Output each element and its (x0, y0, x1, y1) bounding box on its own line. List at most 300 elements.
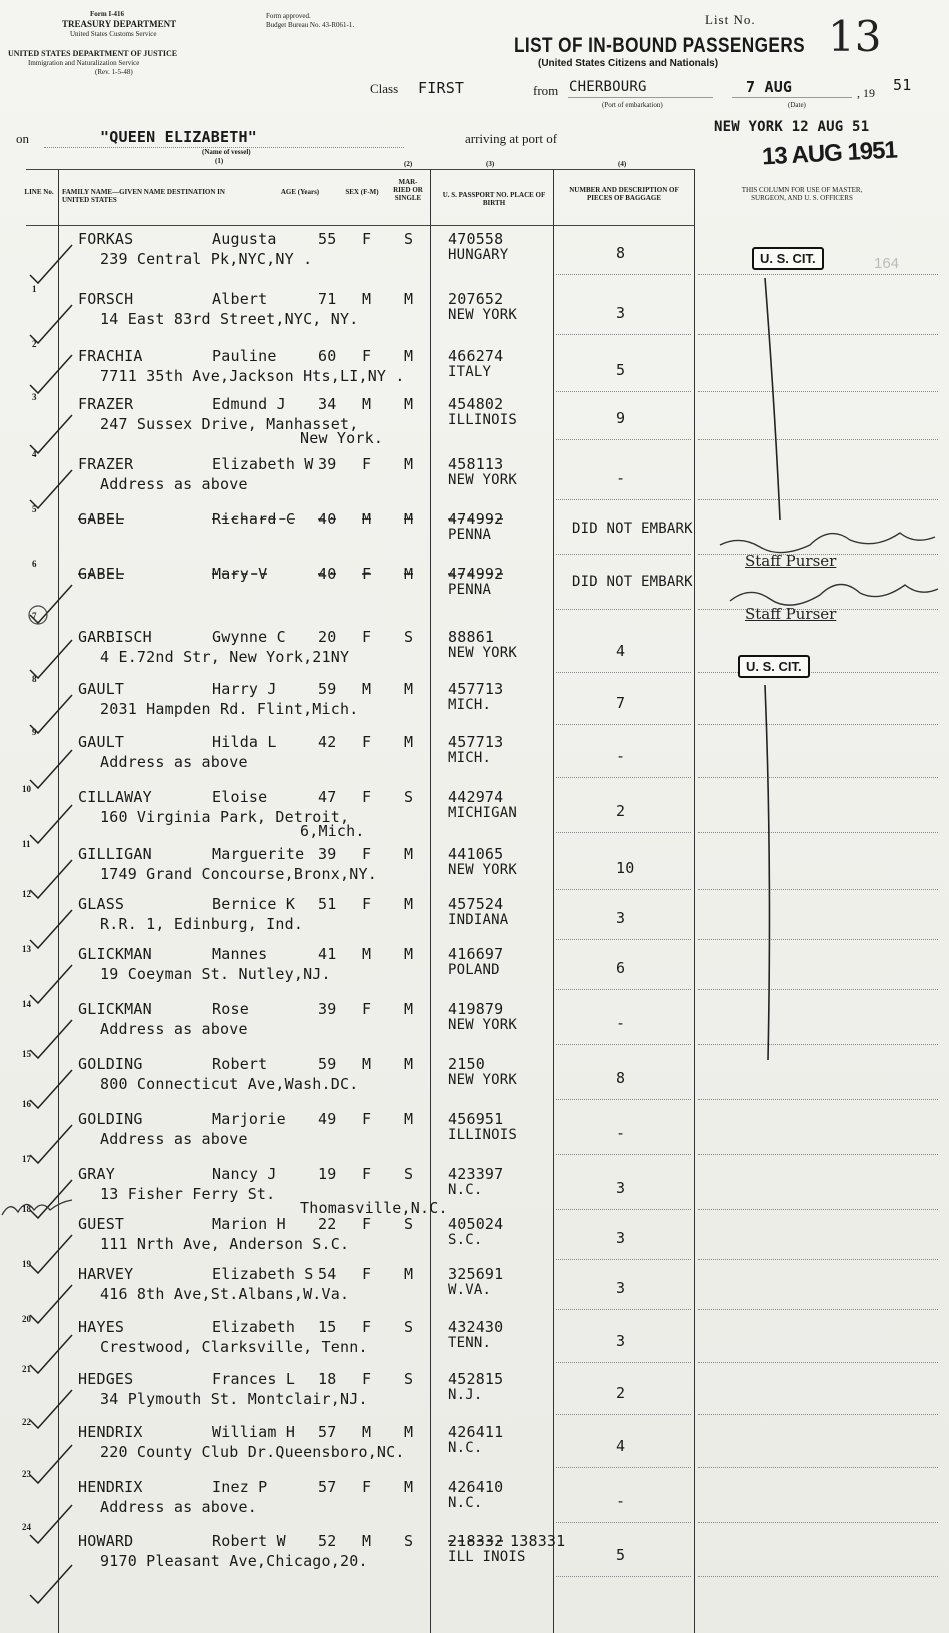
given-name: Eloise (212, 788, 268, 806)
sex: F (362, 1215, 372, 1233)
did-not-embark-1: DID NOT EMBARK (572, 521, 693, 537)
given-name: Elizabeth W (212, 455, 314, 473)
destination-address: 111 Nrth Ave, Anderson S.C. (100, 1235, 350, 1253)
baggage-count: 3 (616, 1332, 626, 1350)
age: 54 (318, 1265, 337, 1283)
check-mark (30, 245, 72, 283)
given-name: Frances L (212, 1370, 296, 1388)
place-of-birth: N.C. (448, 1495, 483, 1511)
family-name: HARVEY (78, 1265, 134, 1283)
check-mark (30, 805, 72, 843)
sex: F (362, 1110, 372, 1128)
from-label: from (533, 83, 559, 98)
family-name: GLICKMAN (78, 1000, 152, 1018)
passport-number: 458113 (448, 455, 504, 473)
staff-purser-1: Staff Purser (745, 552, 837, 570)
column-number-1: (1) (215, 157, 224, 165)
given-name: Robert (212, 1055, 268, 1073)
list-no-label: List No. (705, 12, 756, 27)
col-sex: SEX (F-M) (345, 188, 379, 196)
check-mark (30, 1390, 72, 1428)
marital-status: S (404, 1215, 414, 1233)
baggage-count: 8 (616, 1069, 626, 1087)
col-baggage: NUMBER AND DESCRIPTION OF PIECES OF BAGGAGE (569, 186, 679, 202)
place-of-birth: N.C. (448, 1440, 483, 1456)
given-name: William H (212, 1423, 296, 1441)
age: 41 (318, 945, 337, 963)
destination-address: 239 Central Pk,NYC,NY . (100, 250, 313, 268)
check-mark (30, 965, 72, 1003)
age: 20 (318, 628, 337, 646)
marital-status: M (404, 455, 414, 473)
passport-number: 419879 (448, 1000, 504, 1018)
check-mark (30, 1285, 72, 1323)
place-of-birth: NEW YORK (448, 472, 518, 488)
family-name: CILLAWAY (78, 788, 152, 806)
passport-number: 423397 (448, 1165, 504, 1183)
destination-address: 14 East 83rd Street,NYC, NY. (100, 310, 359, 328)
check-mark (30, 305, 72, 343)
place-of-birth: NEW YORK (448, 307, 518, 323)
check-mark (30, 1445, 72, 1483)
arrival-date-stamp: 13 AUG 1951 (761, 136, 898, 171)
treasury-label: TREASURY DEPARTMENT (62, 19, 177, 29)
place-of-birth: PENNA (448, 527, 492, 543)
passport-number: 426410 (448, 1478, 504, 1496)
family-name: FRAZER (78, 395, 134, 413)
passport-number: 416697 (448, 945, 504, 963)
marital-status: S (404, 1165, 414, 1183)
marital-status: M (404, 895, 414, 913)
class-value: FIRST (418, 79, 465, 97)
check-mark (30, 470, 72, 508)
given-name: Albert (212, 290, 268, 308)
col-age: AGE (Years) (280, 188, 320, 196)
sex: M (362, 1055, 372, 1073)
line-number: 3 (32, 392, 37, 402)
age: 49 (318, 1110, 337, 1128)
given-name: Nancy J (212, 1165, 277, 1183)
col-passport: U. S. PASSPORT NO. PLACE OF BIRTH (442, 191, 546, 207)
place-of-birth: ITALY (448, 364, 492, 380)
marital-status: S (404, 1532, 414, 1550)
line-number: 23 (22, 1469, 31, 1479)
sex: F (362, 1370, 372, 1388)
family-name: HENDRIX (78, 1423, 143, 1441)
marital-status: M (404, 845, 414, 863)
age: 42 (318, 733, 337, 751)
passport-number: 457713 (448, 733, 504, 751)
marital-status: M (404, 395, 414, 413)
given-name: Robert W (212, 1532, 286, 1550)
line-number: 14 (22, 999, 31, 1009)
given-name: Inez P (212, 1478, 268, 1496)
destination-address: 13 Fisher Ferry St. (100, 1185, 276, 1203)
family-name: GRAY (78, 1165, 115, 1183)
given-name: Elizabeth (212, 1318, 296, 1336)
port-embark-caption: (Port of embarkation) (602, 101, 663, 109)
family-name: GAULT (78, 680, 125, 698)
age: 57 (318, 1423, 337, 1441)
sex: F (362, 1265, 372, 1283)
did-not-embark-2: DID NOT EMBARK (572, 574, 693, 590)
check-mark (30, 415, 72, 453)
destination-address-line2: New York. (300, 429, 384, 447)
place-of-birth: S.C. (448, 1232, 483, 1248)
baggage-count: 5 (616, 1546, 626, 1564)
family-name: HEDGES (78, 1370, 134, 1388)
place-of-birth: MICHIGAN (448, 805, 518, 821)
budget-bureau: Budget Bureau No. 43-R061-1. (266, 21, 355, 29)
line-number: 10 (22, 784, 31, 794)
marital-status: M (404, 733, 414, 751)
given-name: Harry J (212, 680, 277, 698)
place-of-birth: POLAND (448, 962, 500, 978)
col-line-no: LINE No. (24, 188, 54, 196)
revision-label: (Rev. 1-5-48) (95, 68, 133, 76)
given-name: Mannes (212, 945, 268, 963)
family-name: FRAZER (78, 455, 134, 473)
arriving-label: arriving at port of (465, 131, 558, 146)
sex: M (362, 945, 372, 963)
destination-address: 9170 Pleasant Ave,Chicago,20. (100, 1552, 368, 1570)
family-name: GAULT (78, 733, 125, 751)
destination-address: Address as above (100, 1130, 248, 1148)
line-number: 6 (32, 559, 37, 569)
marital-status: M (404, 1000, 414, 1018)
check-mark (30, 860, 72, 898)
line-number: 22 (22, 1417, 31, 1427)
age: 39 (318, 1000, 337, 1018)
vessel-name: "QUEEN ELIZABETH" (100, 128, 257, 146)
check-mark (30, 1020, 72, 1058)
marital-status: M (404, 290, 414, 308)
check-mark (30, 1235, 72, 1273)
place-of-birth: W.VA. (448, 1282, 492, 1298)
check-mark (30, 1125, 72, 1163)
destination-address: Address as above (100, 475, 248, 493)
marital-status: M (404, 1055, 414, 1073)
destination-address: Crestwood, Clarksville, Tenn. (100, 1338, 368, 1356)
family-name: FRACHIA (78, 347, 143, 365)
sex: F (362, 1478, 372, 1496)
struck-passport-number: 218332 (448, 1532, 504, 1550)
age: 40 (318, 565, 337, 583)
baggage-count: 6 (616, 959, 626, 977)
staff-purser-2: Staff Purser (745, 605, 837, 623)
baggage-count: 3 (616, 909, 626, 927)
justice-label: UNITED STATES DEPARTMENT OF JUSTICE (8, 49, 178, 58)
family-name: GABEL (78, 565, 125, 583)
passport-number: 88861 (448, 628, 495, 646)
given-name: Rose (212, 1000, 249, 1018)
family-name: HOWARD (78, 1532, 134, 1550)
year-value: 51 (893, 76, 912, 94)
place-of-birth: INDIANA (448, 912, 509, 928)
marital-status: M (404, 347, 414, 365)
marital-status: S (404, 230, 414, 248)
check-mark (30, 585, 72, 623)
list-no-value: 13 (828, 12, 882, 61)
line-number: 8 (32, 674, 37, 684)
line-number: 17 (22, 1154, 31, 1164)
destination-address: 247 Sussex Drive, Manhasset, (100, 415, 359, 433)
passport-number: 452815 (448, 1370, 504, 1388)
line-number: 20 (22, 1314, 31, 1324)
col-name: FAMILY NAME—GIVEN NAME DESTINATION IN UNITED STATES (62, 188, 225, 204)
destination-address: 34 Plymouth St. Montclair,NJ. (100, 1390, 368, 1408)
check-mark (30, 1070, 72, 1108)
class-label: Class (370, 81, 399, 96)
destination-address: Address as above. (100, 1498, 257, 1516)
marital-status: M (404, 1423, 414, 1441)
place-of-birth: NEW YORK (448, 1072, 518, 1088)
passport-number: 442974 (448, 788, 504, 806)
line-number: 7 (32, 611, 37, 621)
given-name: Marion H (212, 1215, 286, 1233)
destination-address: R.R. 1, Edinburg, Ind. (100, 915, 304, 933)
marital-status: M (404, 680, 414, 698)
age: 34 (318, 395, 337, 413)
given-name: Richard C (212, 510, 296, 528)
destination-address: 7711 35th Ave,Jackson Hts,LI,NY . (100, 367, 405, 385)
place-of-birth: NEW YORK (448, 645, 518, 661)
place-of-birth: PENNA (448, 582, 492, 598)
sex: F (362, 1318, 372, 1336)
destination-address: 1749 Grand Concourse,Bronx,NY. (100, 865, 377, 883)
passport-number: 474992 (448, 565, 504, 583)
passport-number: 456951 (448, 1110, 504, 1128)
line-number: 9 (32, 727, 37, 737)
age: 52 (318, 1532, 337, 1550)
baggage-count: 2 (616, 802, 626, 820)
sex: F (362, 845, 372, 863)
sex: M (362, 395, 372, 413)
destination-address: 2031 Hampden Rd. Flint,Mich. (100, 700, 359, 718)
age: 22 (318, 1215, 337, 1233)
baggage-count: - (616, 1492, 626, 1510)
place-of-birth: MICH. (448, 750, 492, 766)
year-prefix: , 19 (857, 86, 875, 100)
line-number: 4 (32, 449, 37, 459)
sex: M (362, 1423, 372, 1441)
sex: F (362, 455, 372, 473)
baggage-count: 2 (616, 1384, 626, 1402)
line-number: 13 (22, 944, 31, 954)
destination-address-line2: Thomasville,N.C. (300, 1199, 448, 1217)
margin-annotation (0, 1180, 90, 1230)
baggage-count: 10 (616, 859, 635, 877)
destination-address: Address as above (100, 1020, 248, 1038)
passport-number: 441065 (448, 845, 504, 863)
destination-address: 416 8th Ave,St.Albans,W.Va. (100, 1285, 350, 1303)
place-of-birth: N.J. (448, 1387, 483, 1403)
form-approved: Form approved. (266, 12, 311, 20)
marital-status: M (404, 1265, 414, 1283)
age: 71 (318, 290, 337, 308)
age: 59 (318, 1055, 337, 1073)
passport-number: 457713 (448, 680, 504, 698)
family-name: GILLIGAN (78, 845, 152, 863)
check-mark (30, 640, 72, 678)
place-of-birth: TENN. (448, 1335, 492, 1351)
given-name: Hilda L (212, 733, 277, 751)
column-number-4: (4) (618, 160, 627, 168)
family-name: HAYES (78, 1318, 125, 1336)
baggage-count: - (616, 1014, 626, 1032)
sex: M (362, 290, 372, 308)
line-number: 11 (22, 839, 31, 849)
baggage-count: 4 (616, 1437, 626, 1455)
baggage-count: 7 (616, 694, 626, 712)
port-of-embarkation: CHERBOURG (569, 79, 647, 95)
marital-status: M (404, 1478, 414, 1496)
sex: F (362, 895, 372, 913)
family-name: GABEL (78, 510, 125, 528)
family-name: GLASS (78, 895, 125, 913)
column-number-2: (2) (404, 160, 413, 168)
baggage-count: - (616, 1124, 626, 1142)
line-number: 5 (32, 504, 37, 514)
age: 39 (318, 845, 337, 863)
sex: F (362, 1000, 372, 1018)
passport-number: 466274 (448, 347, 504, 365)
marital-status: S (404, 1370, 414, 1388)
check-mark (30, 1565, 72, 1603)
age: 60 (318, 347, 337, 365)
check-mark (30, 1505, 72, 1543)
family-name: HENDRIX (78, 1478, 143, 1496)
marital-status: M (404, 945, 414, 963)
given-name: Gwynne C (212, 628, 286, 646)
marital-status: S (404, 628, 414, 646)
age: 19 (318, 1165, 337, 1183)
margin-checkmarks (0, 225, 80, 1633)
given-name: Pauline (212, 347, 277, 365)
passport-number: 470558 (448, 230, 504, 248)
destination-address: 800 Connecticut Ave,Wash.DC. (100, 1075, 359, 1093)
baggage-count: 8 (616, 244, 626, 262)
sex: F (362, 565, 372, 583)
given-name: Marjorie (212, 1110, 286, 1128)
on-label: on (16, 131, 29, 146)
place-of-birth: ILLINOIS (448, 1127, 518, 1143)
given-name: Mary V (212, 565, 268, 583)
age: 15 (318, 1318, 337, 1336)
baggage-count: 3 (616, 1279, 626, 1297)
given-name: Marguerite (212, 845, 305, 863)
passport-number: 405024 (448, 1215, 504, 1233)
destination-address: 4 E.72nd Str, New York,21NY (100, 648, 350, 666)
customs-label: United States Customs Service (70, 30, 157, 38)
place-of-birth: NEW YORK (448, 1017, 518, 1033)
baggage-count: - (616, 747, 626, 765)
manifest-subtitle: (United States Citizens and Nationals) (538, 58, 719, 69)
passport-number: 2150 (448, 1055, 485, 1073)
vessel-caption: (Name of vessel) (202, 148, 251, 156)
sailing-date: 7 AUG (746, 78, 793, 96)
place-of-birth: ILLINOIS (448, 412, 518, 428)
line-number: 21 (22, 1364, 31, 1374)
column-number-3: (3) (486, 160, 495, 168)
family-name: FORKAS (78, 230, 134, 248)
check-mark (30, 355, 72, 393)
ins-label: Immigration and Naturalization Service (28, 59, 140, 67)
line-number: 18 (22, 1204, 31, 1214)
given-name: Bernice K (212, 895, 296, 913)
line-number: 19 (22, 1259, 31, 1269)
side-number: 164 (874, 255, 900, 272)
passport-number: 454802 (448, 395, 504, 413)
passport-number: 207652 (448, 290, 504, 308)
destination-address: 220 County Club Dr.Queensboro,NC. (100, 1443, 405, 1461)
sex: M (362, 1532, 372, 1550)
check-mark (30, 695, 72, 733)
marital-status: M (404, 1110, 414, 1128)
manifest-title: LIST OF IN-BOUND PASSENGERS (514, 34, 806, 57)
age: 57 (318, 1478, 337, 1496)
arrival-port: NEW YORK 12 AUG 51 (714, 119, 870, 135)
family-name: GOLDING (78, 1055, 143, 1073)
sex: F (362, 347, 372, 365)
official-check-lines (700, 260, 820, 1160)
sex: F (362, 1165, 372, 1183)
baggage-count: 4 (616, 642, 626, 660)
passport-number: 432430 (448, 1318, 504, 1336)
sex: F (362, 230, 372, 248)
age: 59 (318, 680, 337, 698)
col-married: MAR-RIED OR SINGLE (393, 178, 423, 202)
line-number: 1 (32, 284, 37, 294)
sex: F (362, 788, 372, 806)
marital-status: M (404, 510, 414, 528)
date-caption: (Date) (788, 101, 806, 109)
family-name: GUEST (78, 1215, 125, 1233)
col-officials: THIS COLUMN FOR USE OF MASTER, SURGEON, AND U. S. OFFICERS (741, 186, 863, 202)
baggage-count: 9 (616, 409, 626, 427)
place-of-birth: HUNGARY (448, 247, 509, 263)
family-name: GLICKMAN (78, 945, 152, 963)
passport-number: 474992 (448, 510, 504, 528)
sex: F (362, 628, 372, 646)
age: 40 (318, 510, 337, 528)
age: 18 (318, 1370, 337, 1388)
baggage-count: 3 (616, 1179, 626, 1197)
sex: M (362, 510, 372, 528)
destination-address: Address as above (100, 753, 248, 771)
given-name: Augusta (212, 230, 277, 248)
baggage-count: 5 (616, 361, 626, 379)
given-name: Elizabeth S (212, 1265, 314, 1283)
age: 51 (318, 895, 337, 913)
baggage-count: 3 (616, 304, 626, 322)
line-number: 15 (22, 1049, 31, 1059)
passport-number: 426411 (448, 1423, 504, 1441)
passport-number: 457524 (448, 895, 504, 913)
line-number: 12 (22, 889, 31, 899)
place-of-birth: ILL INOIS (448, 1549, 526, 1565)
family-name: FORSCH (78, 290, 134, 308)
form-number: Form I-416 (90, 10, 125, 18)
age: 47 (318, 788, 337, 806)
destination-address-line2: 6,Mich. (300, 822, 365, 840)
marital-status: M (404, 565, 414, 583)
line-number: 2 (32, 339, 37, 349)
sex: M (362, 680, 372, 698)
check-mark (30, 750, 72, 788)
place-of-birth: NEW YORK (448, 862, 518, 878)
place-of-birth: MICH. (448, 697, 492, 713)
